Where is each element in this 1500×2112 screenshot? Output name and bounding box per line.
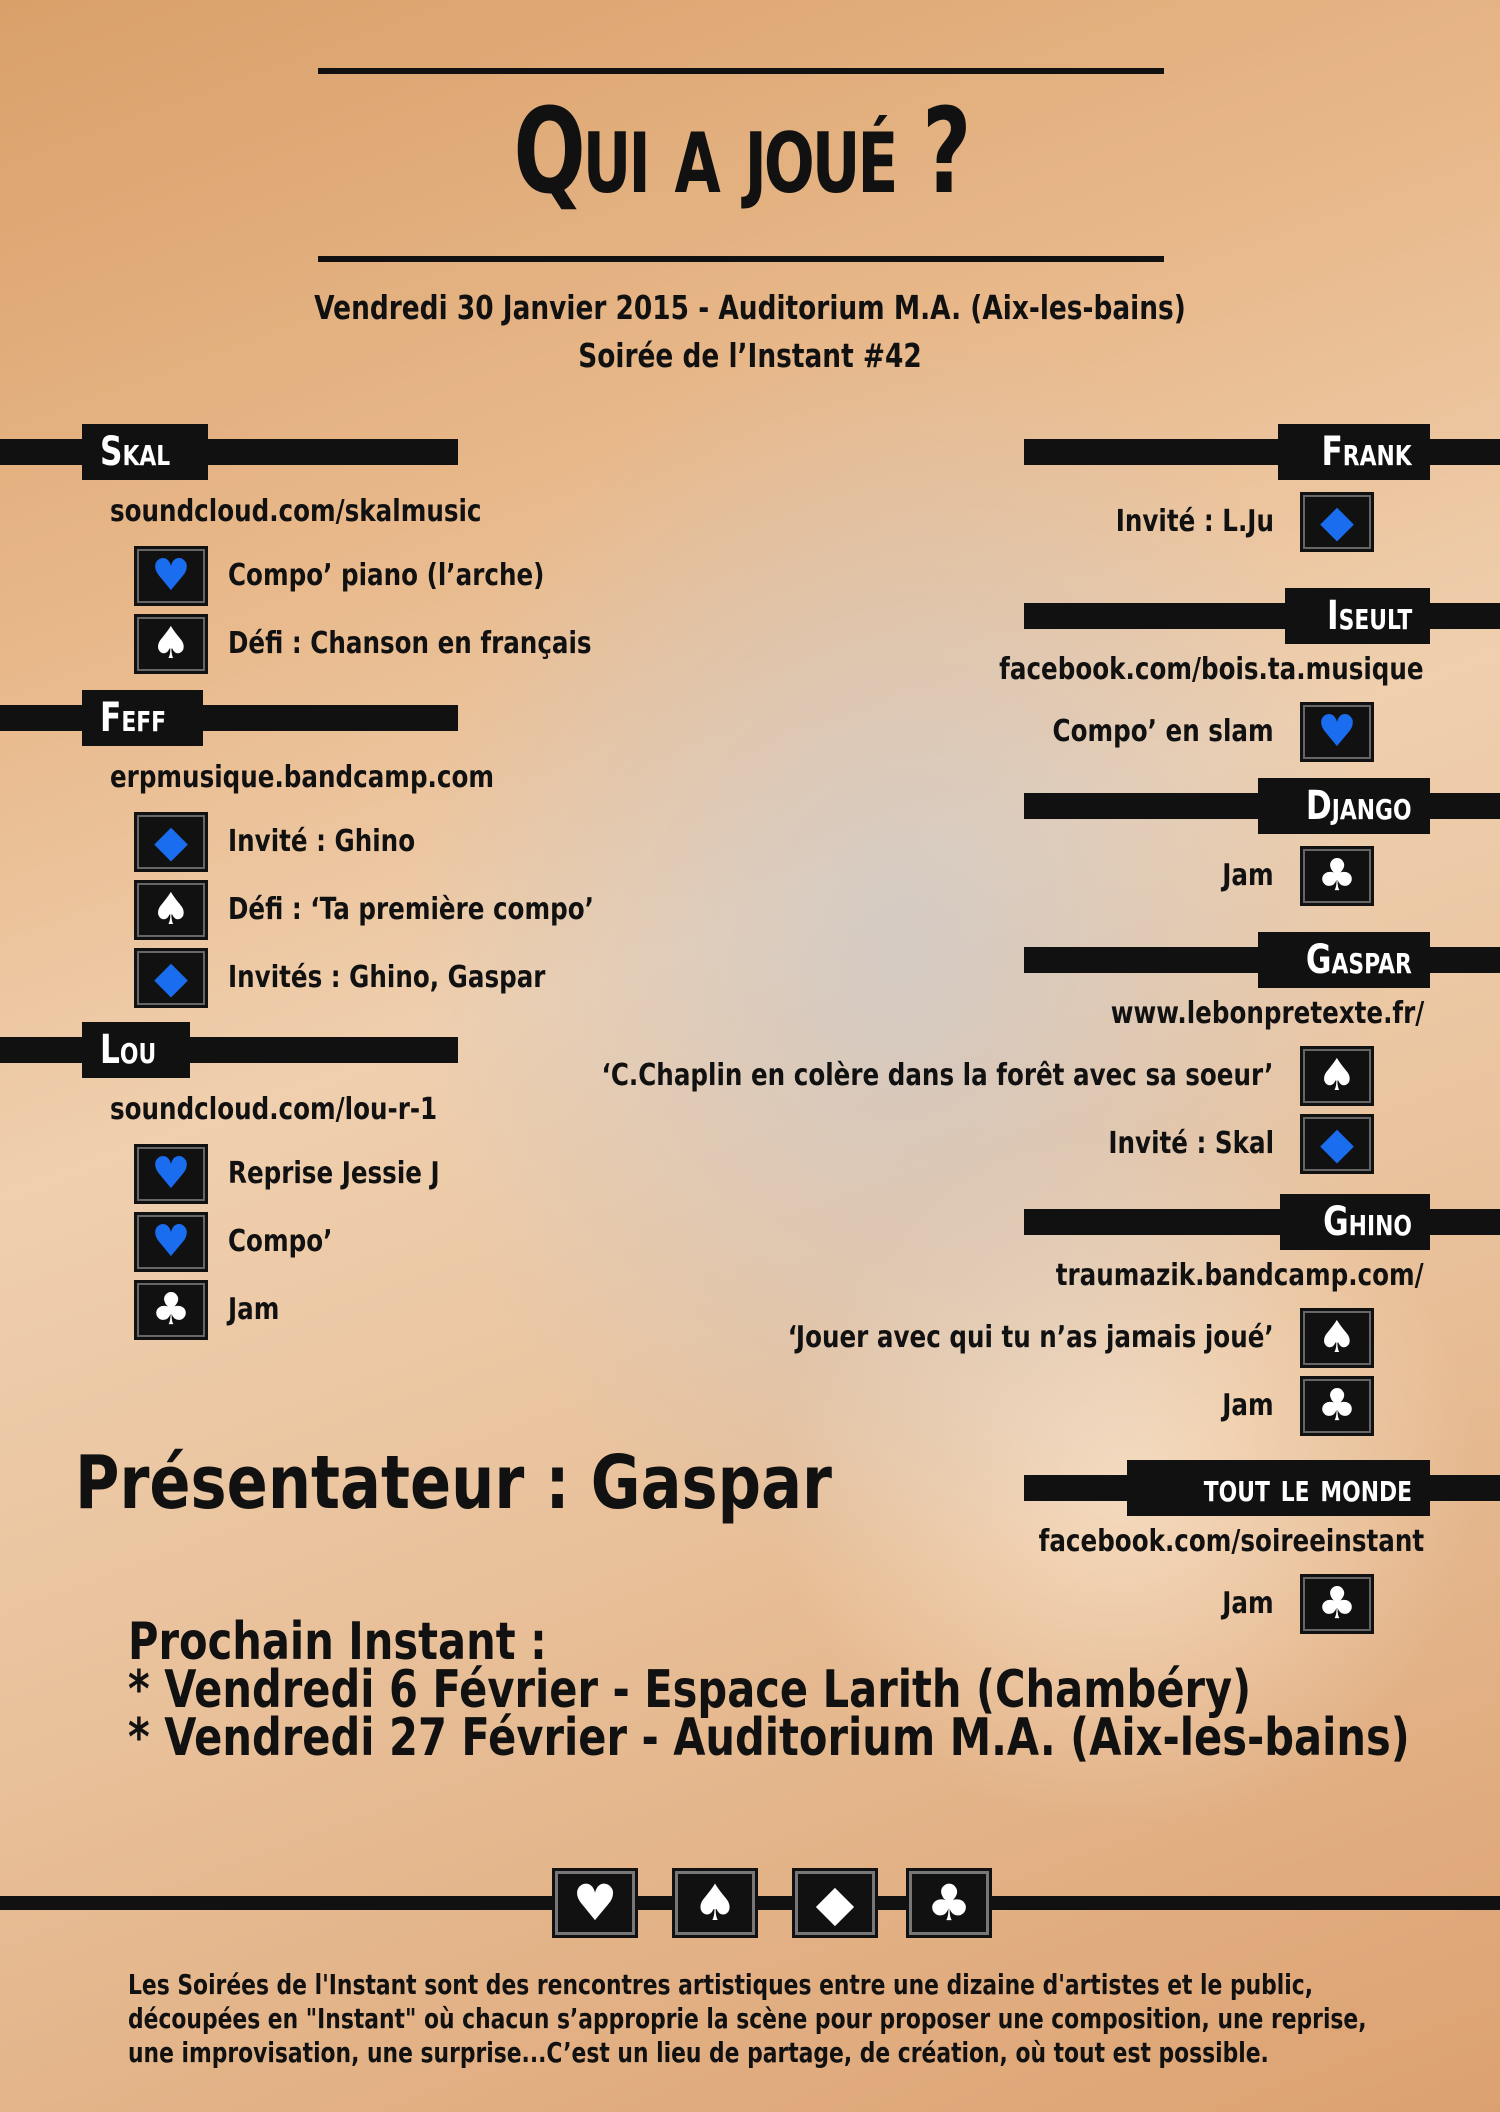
artist-name-tag	[1280, 1194, 1430, 1250]
performance-text: Reprise Jessie J	[228, 1156, 440, 1191]
heart-icon: ♥	[134, 1212, 208, 1272]
performance-text: Invité : Ghino	[228, 824, 416, 859]
artist-header-rule	[0, 439, 458, 465]
artist-name-tag	[82, 1022, 190, 1078]
diamond-icon: ◆	[1300, 1114, 1374, 1174]
title-rule-bottom	[318, 256, 1164, 262]
club-icon: ♣	[134, 1280, 208, 1340]
artist-name: Frank	[1321, 429, 1412, 475]
club-icon: ♣	[906, 1868, 992, 1938]
spade-icon: ♠	[134, 614, 208, 674]
artist-link: soundcloud.com/skalmusic	[110, 494, 482, 529]
performance-text: Invités : Ghino, Gaspar	[228, 960, 546, 995]
artist-name: Gaspar	[1306, 937, 1412, 983]
diamond-icon: ◆	[134, 812, 208, 872]
heart-icon: ♥	[134, 1144, 208, 1204]
artist-name-tag	[82, 424, 208, 480]
diamond-icon: ◆	[134, 948, 208, 1008]
performance-text: Défi : ‘Ta première compo’	[228, 892, 594, 927]
artist-name-tag	[82, 690, 203, 746]
page-title: Qui a joué ?	[513, 82, 969, 220]
artist-name: Feff	[100, 695, 167, 741]
artist-name: Ghino	[1323, 1199, 1412, 1245]
footer-text-line-2: découpées en "Instant" où chacun s’approprie la scène pour proposer une composition, une reprise,	[128, 2002, 1367, 2035]
artist-name-tag	[1258, 778, 1430, 834]
next-date-2: * Vendredi 27 Février - Auditorium M.A. (Aix-les-bains)	[128, 1708, 1410, 1768]
club-icon: ♣	[1300, 1376, 1374, 1436]
performance-text: Compo’ piano (l’arche)	[228, 558, 545, 593]
heart-icon: ♥	[1300, 702, 1374, 762]
artist-header-rule	[0, 705, 458, 731]
performance-text: Jam	[1222, 1586, 1274, 1621]
footer-text-line-3: une improvisation, une surprise...C’est un lieu de partage, de création, où tout est possible.	[128, 2036, 1269, 2069]
performance-text: Invité : L.Ju	[1115, 504, 1274, 539]
artist-name: Django	[1306, 783, 1412, 829]
next-heading: Prochain Instant :	[128, 1612, 547, 1672]
artist-link: soundcloud.com/lou-r-1	[110, 1092, 438, 1127]
spade-icon: ♠	[1300, 1308, 1374, 1368]
artist-header-rule	[0, 1037, 458, 1063]
event-date-line: Vendredi 30 Janvier 2015 - Auditorium M.A. (Aix-les-bains)	[314, 288, 1186, 327]
artist-name-tag	[1278, 424, 1430, 480]
performance-text: Jam	[228, 1292, 280, 1327]
performance-text: Compo’ en slam	[1052, 714, 1274, 749]
performance-text: Jam	[1222, 858, 1274, 893]
artist-name: Iseult	[1326, 593, 1412, 639]
spade-icon: ♠	[672, 1868, 758, 1938]
artist-link: facebook.com/bois.ta.musique	[999, 652, 1424, 687]
performance-text: ‘C.Chaplin en colère dans la forêt avec sa soeur’	[601, 1058, 1274, 1093]
title-rule-top	[318, 68, 1164, 74]
performance-text: Invité : Skal	[1108, 1126, 1274, 1161]
performance-text: Jam	[1222, 1388, 1274, 1423]
artist-name: Skal	[100, 429, 171, 475]
event-edition-line: Soirée de l’Instant #42	[578, 336, 922, 375]
artist-link: www.lebonpretexte.fr/	[1110, 996, 1424, 1031]
artist-link: traumazik.bandcamp.com/	[1056, 1258, 1424, 1293]
heart-icon: ♥	[552, 1868, 638, 1938]
diamond-icon: ◆	[792, 1868, 878, 1938]
artist-name: tout le monde	[1203, 1465, 1412, 1511]
performance-text: ‘Jouer avec qui tu n’as jamais joué’	[787, 1320, 1274, 1355]
next-date-1: * Vendredi 6 Février - Espace Larith (Chambéry)	[128, 1660, 1252, 1720]
artist-name-tag	[1258, 932, 1430, 988]
artist-link: erpmusique.bandcamp.com	[110, 760, 495, 795]
artist-name-tag	[1127, 1460, 1430, 1516]
presenter-line: Présentateur : Gaspar	[75, 1440, 832, 1526]
artist-name-tag	[1285, 588, 1430, 644]
artist-name: Lou	[100, 1027, 157, 1073]
heart-icon: ♥	[134, 546, 208, 606]
footer-text-line-1: Les Soirées de l'Instant sont des rencontres artistiques entre une dizaine d'artistes et le public,	[128, 1968, 1313, 2001]
spade-icon: ♠	[134, 880, 208, 940]
performance-text: Compo’	[228, 1224, 333, 1259]
performance-text: Défi : Chanson en français	[228, 626, 592, 661]
club-icon: ♣	[1300, 846, 1374, 906]
club-icon: ♣	[1300, 1574, 1374, 1634]
diamond-icon: ◆	[1300, 492, 1374, 552]
spade-icon: ♠	[1300, 1046, 1374, 1106]
artist-link: facebook.com/soireeinstant	[1038, 1524, 1424, 1559]
